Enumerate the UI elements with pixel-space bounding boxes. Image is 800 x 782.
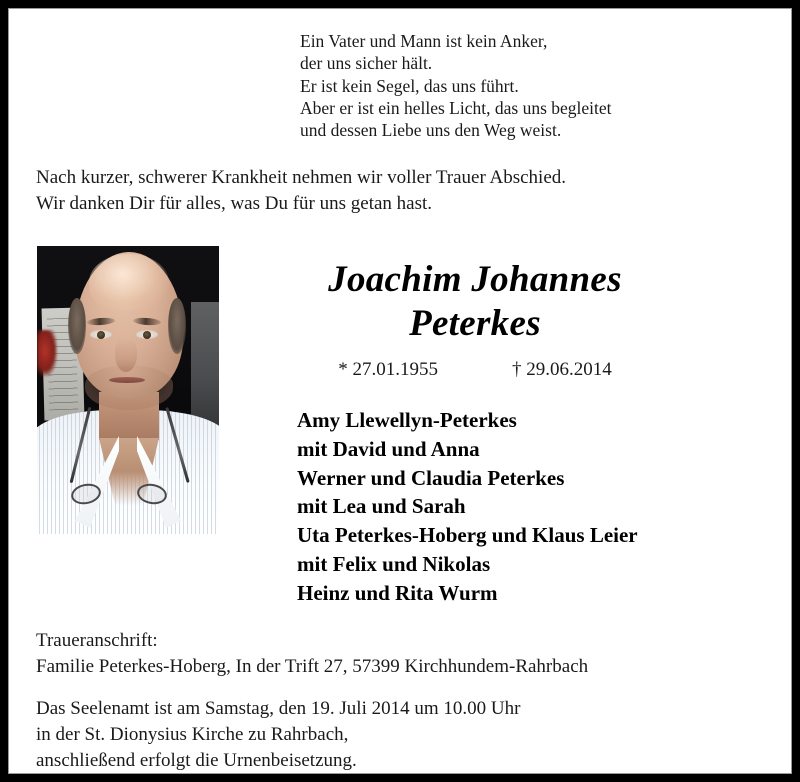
photo-eyeglasses xyxy=(71,406,185,510)
glasses-arm-left xyxy=(70,407,92,483)
photo-eye-left xyxy=(90,330,112,339)
poem-line: Er ist kein Segel, das uns führt. xyxy=(300,75,519,96)
portrait-photo xyxy=(37,246,219,534)
life-dates xyxy=(240,358,710,382)
service-line: anschließend erfolgt die Urnenbeisetzung. xyxy=(36,750,357,771)
photo-jaw-shading xyxy=(85,366,173,410)
intro-line: Nach kurzer, schwerer Krankheit nehmen wir voller Trauer Abschied. xyxy=(36,167,567,188)
service-info xyxy=(36,696,520,774)
service-line: Das Seelenamt ist am Samstag, den 19. Juli 2014 um 10.00 Uhr xyxy=(36,698,521,719)
survivor-line: Amy Llewellyn-Peterkes xyxy=(297,408,517,432)
survivor-line: mit Felix und Nikolas xyxy=(297,551,491,576)
photo-head-highlight xyxy=(89,254,169,310)
photo-red-object xyxy=(37,330,57,376)
notice-content xyxy=(8,8,792,774)
glasses-lens-right xyxy=(135,482,168,507)
poem-block xyxy=(300,30,612,141)
survivor-line: mit David und Anna xyxy=(297,436,480,461)
intro-text xyxy=(36,165,566,217)
photo-hair-left xyxy=(68,298,86,354)
deceased-surname: Peterkes xyxy=(409,303,541,344)
photo-wall-panel xyxy=(191,302,219,430)
poem-line: Ein Vater und Mann ist kein Anker, xyxy=(300,31,548,51)
death-date: † 29.06.2014 xyxy=(512,359,612,380)
survivor-line: Uta Peterkes-Hoberg und Klaus Leier xyxy=(297,523,638,548)
survivor-line: Werner und Claudia Peterkes xyxy=(297,465,565,490)
mourning-address-line: Familie Peterkes-Hoberg, In der Trift 27, 57399 Kirchhundem-Rahrbach xyxy=(36,656,589,677)
photo-mouth xyxy=(109,377,145,383)
birth-date: * 27.01.1955 xyxy=(338,359,438,380)
deceased-given-names: Joachim Johannes xyxy=(328,259,622,300)
survivors-list xyxy=(297,406,638,608)
intro-line: Wir danken Dir für alles, was Du für uns getan hast. xyxy=(36,193,433,214)
glasses-lens-left xyxy=(69,481,103,507)
service-line: in der St. Dionysius Kirche zu Rahrbach, xyxy=(36,724,349,745)
poem-line: Aber er ist ein helles Licht, das uns begleitet xyxy=(300,97,612,118)
photo-hair-right xyxy=(168,298,186,354)
mourning-address-label: Traueranschrift: xyxy=(36,630,158,651)
survivor-line: Heinz und Rita Wurm xyxy=(297,580,498,605)
deceased-name xyxy=(240,258,710,346)
photo-eye-right xyxy=(136,330,158,339)
poem-line: der uns sicher hält. xyxy=(300,53,433,74)
survivor-line: mit Lea und Sarah xyxy=(297,494,466,519)
mourning-address xyxy=(36,628,588,680)
poem-line: und dessen Liebe uns den Weg weist. xyxy=(300,120,562,141)
